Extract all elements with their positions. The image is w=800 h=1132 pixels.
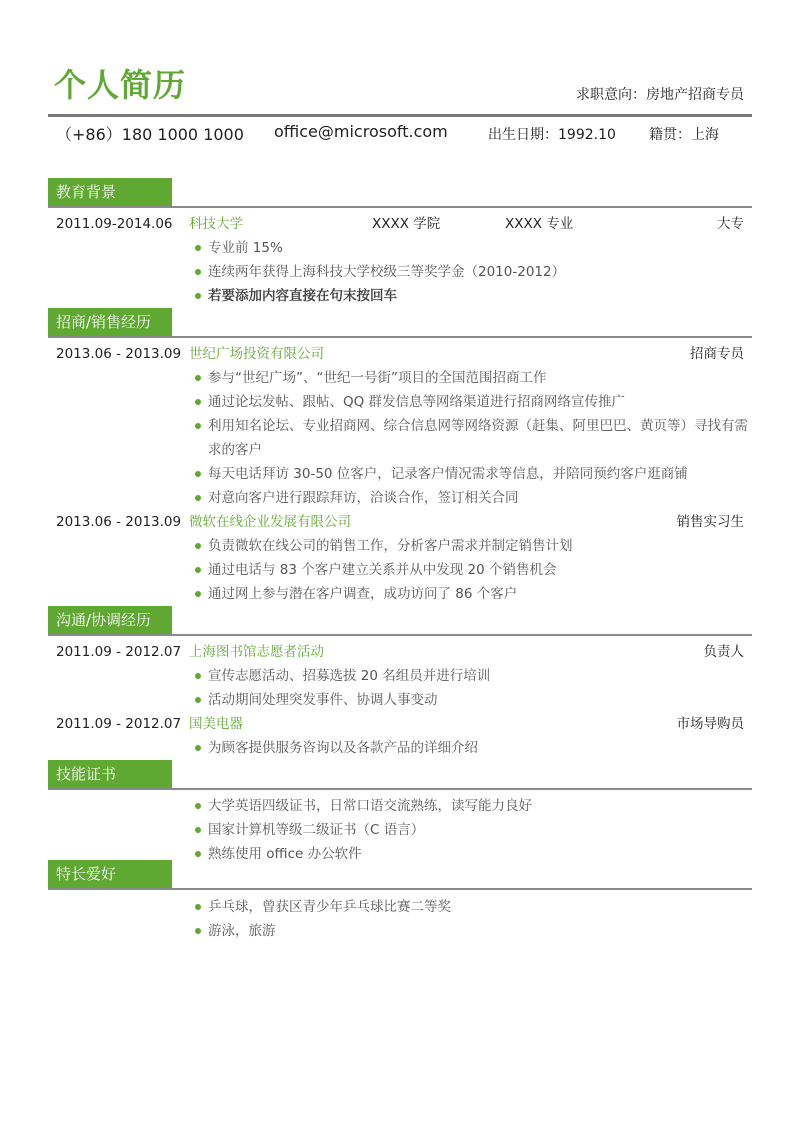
section-title: 特长爱好 (48, 860, 172, 888)
organization: 上海图书馆志愿者活动 (189, 644, 324, 660)
date: 2011.09 - 2012.07 (56, 644, 182, 660)
section-communication (48, 606, 752, 760)
section-title: 技能证书 (48, 760, 172, 788)
list-item: 宣传志愿活动、招募选拔 20 名组员并进行培训 (193, 664, 752, 688)
divider (48, 336, 752, 338)
degree: 大专 (717, 216, 744, 232)
list-item: 对意向客户进行跟踪拜访，洽谈合作，签订相关合同 (193, 486, 752, 510)
list-item: 通过论坛发帖、跟帖、QQ 群发信息等网络渠道进行招商网络宣传推广 (193, 390, 752, 414)
list-item: 游泳，旅游 (193, 919, 752, 943)
list-item: 通过电话与 83 个客户建立关系并从中发现 20 个销售机会 (193, 558, 752, 582)
section-title: 沟通/协调经历 (48, 606, 172, 634)
section-header (48, 178, 752, 208)
entry-row (48, 510, 752, 534)
list-item: 熟练使用 office 办公软件 (193, 842, 752, 866)
list-item: 为顾客提供服务咨询以及各款产品的详细介绍 (193, 736, 752, 760)
list-item: 大学英语四级证书，日常口语交流熟练，读写能力良好 (193, 794, 752, 818)
role: 招商专员 (690, 346, 744, 362)
list-item: 参与“世纪广场”、“世纪一号街”项目的全国范围招商工作 (193, 366, 752, 390)
list-item: 利用知名论坛、专业招商网、综合信息网等网络资源（赶集、阿里巴巴、黄页等）寻找有需求的客户 (193, 414, 752, 462)
list-item: 乒乓球，曾获区青少年乒乓球比赛二等奖 (193, 895, 752, 919)
section-body (48, 895, 752, 943)
list-item: 负责微软在线公司的销售工作，分析客户需求并制定销售计划 (193, 534, 752, 558)
entry-row (48, 212, 752, 236)
section-body (48, 640, 752, 760)
birth-date: 出生日期：1992.10 (488, 127, 616, 143)
company: 世纪广场投资有限公司 (189, 346, 324, 362)
list-item: 每天电话拜访 30-50 位客户，记录客户情况需求等信息，并陪同预约客户逛商铺 (193, 462, 752, 486)
header-divider (48, 114, 752, 117)
section-title: 招商/销售经历 (48, 308, 172, 336)
section-sales (48, 308, 752, 606)
resume-title: 个人简历 (54, 66, 187, 104)
entry-row (48, 640, 752, 664)
origin: 籍贯：上海 (649, 127, 719, 143)
email: office@microsoft.com (274, 122, 448, 141)
list-item: 活动期间处理突发事件、协调人事变动 (193, 688, 752, 712)
divider (48, 634, 752, 636)
section-header (48, 860, 752, 890)
list-item: 通过网上参与潜在客户调查，成功访问了 86 个客户 (193, 582, 752, 606)
bullet-list (48, 895, 752, 943)
section-body (48, 342, 752, 606)
section-hobbies (48, 860, 752, 943)
section-body (48, 794, 752, 866)
role: 市场导购员 (676, 716, 744, 732)
job-intent: 求职意向：房地产招商专员 (576, 87, 744, 103)
company: 微软在线企业发展有限公司 (189, 514, 351, 530)
section-header (48, 760, 752, 790)
bullet-list (48, 236, 752, 308)
bullet-list (48, 534, 752, 606)
entry-row (48, 342, 752, 366)
major: XXXX 专业 (505, 216, 574, 232)
role: 负责人 (703, 644, 744, 660)
list-item: 专业前 15% (193, 236, 752, 260)
list-item: 连续两年获得上海科技大学校级三等奖学金（2010-2012） (193, 260, 752, 284)
divider (48, 888, 752, 890)
list-item: 国家计算机等级二级证书（C 语言） (193, 818, 752, 842)
date: 2011.09-2014.06 (56, 216, 173, 232)
section-header (48, 308, 752, 338)
college: XXXX 学院 (372, 216, 441, 232)
bullet-list (48, 794, 752, 866)
section-header (48, 606, 752, 636)
list-item: 若要添加内容直接在句末按回车 (193, 284, 752, 308)
bullet-list (48, 664, 752, 712)
divider (48, 788, 752, 790)
section-education (48, 178, 752, 308)
section-body (48, 212, 752, 308)
bullet-list (48, 736, 752, 760)
role: 销售实习生 (676, 514, 744, 530)
date: 2013.06 - 2013.09 (56, 346, 182, 362)
school: 科技大学 (189, 216, 243, 232)
date: 2011.09 - 2012.07 (56, 716, 182, 732)
section-title: 教育背景 (48, 178, 172, 206)
section-skills (48, 760, 752, 866)
phone: （+86）180 1000 1000 (56, 125, 244, 144)
date: 2013.06 - 2013.09 (56, 514, 182, 530)
bullet-list (48, 366, 752, 510)
divider (48, 206, 752, 208)
entry-row (48, 712, 752, 736)
organization: 国美电器 (189, 716, 243, 732)
